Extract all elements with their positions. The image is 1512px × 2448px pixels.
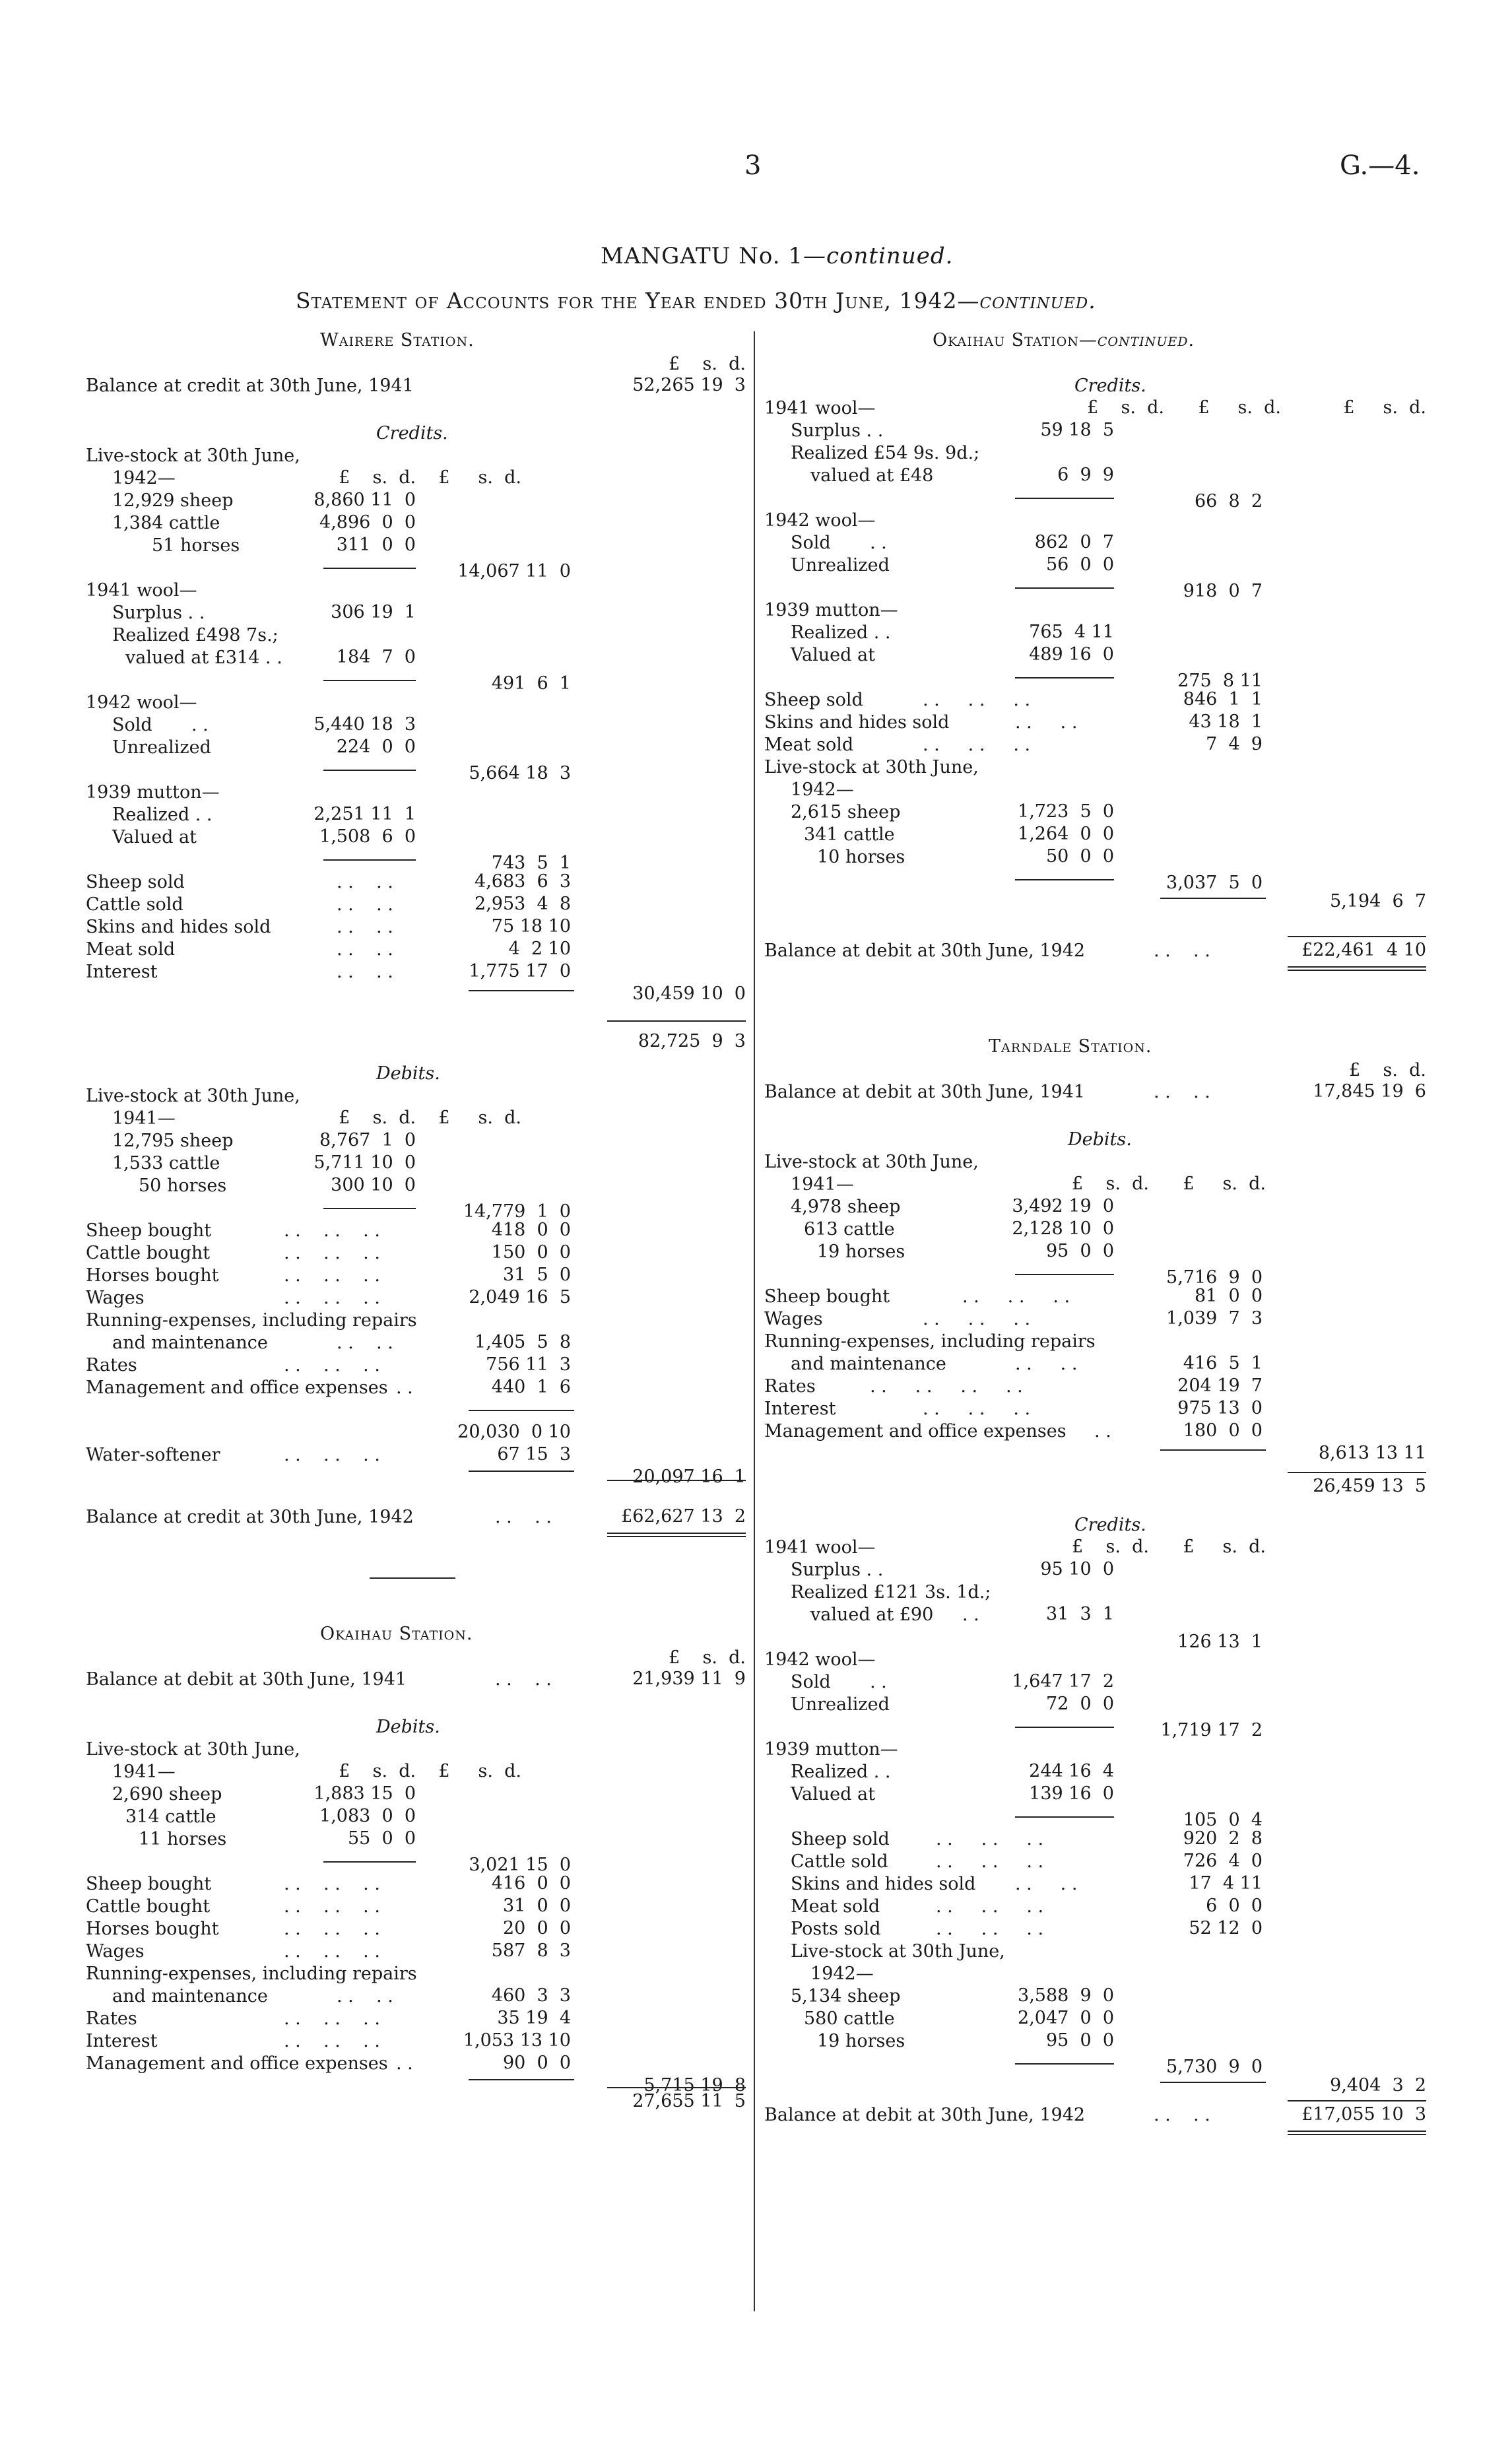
list-item: Skins and hides sold . . . . 75 18 10 bbox=[86, 916, 571, 937]
currency-head: £ s. d. bbox=[669, 1647, 746, 1668]
double-rule bbox=[607, 1533, 746, 1537]
rule bbox=[1288, 2100, 1426, 2101]
list-item: Realized . . 2,251 11 1 bbox=[112, 804, 416, 825]
list-item: 275 8 11 bbox=[764, 667, 1426, 689]
list-item: 10 horses 50 0 0 bbox=[817, 846, 1114, 867]
list-item: Wages . . . . . . 587 8 3 bbox=[86, 1940, 571, 1962]
list-item: 1942 wool— bbox=[764, 1649, 876, 1670]
credits-label: Credits. bbox=[376, 423, 448, 444]
list-item: 491 6 1 bbox=[86, 669, 746, 692]
page-code: G.—4. bbox=[1340, 150, 1420, 181]
list-item: Rates . . . . . . 35 19 4 bbox=[86, 2008, 571, 2029]
list-item: Wages . . . . . . 1,039 7 3 bbox=[764, 1308, 1263, 1329]
list-item: 66 8 2 bbox=[764, 487, 1426, 510]
list-item: Realized £498 7s.; bbox=[112, 625, 279, 645]
list-item: Surplus . . 306 19 1 bbox=[112, 602, 416, 623]
balance-amount: 21,939 11 9 bbox=[632, 1669, 746, 1689]
list-item: Management and office expenses . . 180 0 0 bbox=[764, 1420, 1263, 1441]
list-item: Skins and hides sold . . . . 17 4 11 bbox=[791, 1873, 1263, 1894]
credits-label: Credits. bbox=[1074, 1515, 1146, 1535]
list-item: Cattle sold . . . . . . 726 4 0 bbox=[791, 1851, 1263, 1872]
debits-total: 26,459 13 5 bbox=[1313, 1476, 1426, 1496]
list-item: Sheep sold . . . . . . 920 2 8 bbox=[791, 1828, 1263, 1849]
livestock-label: Live-stock at 30th June, bbox=[86, 1086, 300, 1106]
list-item: 1942 wool— bbox=[86, 692, 197, 713]
list-item: Water-softener . . . . . . 67 15 3 bbox=[86, 1444, 571, 1465]
double-rule bbox=[1288, 2131, 1426, 2135]
currency-head: £ s. d. £ s. d. bbox=[1071, 1537, 1266, 1557]
list-item: 1,719 17 2 bbox=[764, 1716, 1426, 1738]
wairere-station: Wairere Station. £ s. d. Balance at credit at 30th June, 1941 52,265 19 3 Credits. Live-stock at 30th June, 1942— £ s. d. £ s. d. 12,929 sheep 8,860 11 0 1,384 cattle 4,896 0 0 51 horses 311 0 0 14,067 11 0 1941 wool— Surplus . . 306 19 1 Realized £498 7s.; valued at £314 . . 184 7 0 491 6 1 1942 wool— Sold . . 5,440 18 3 Unrealized 224 0 0 5,664 18 3 1939 mutton— Realized . . 2,251 11 1 Valued at 1,508 6 0 743 5 1 Sheep sold . . . . 4,683 6 3 Cattle sold . . . . 2,953 4 8 Skins and hides sold . . . . 75 18 10 Meat sold . . . . 4 2 10 Interest . . . . 1,775 17 0 30,459 10 0 82,725 9 3 Debits. Live-stock at 30th June, 1941— £ s. d. £ s. d. 12,795 sheep 8,767 1 0 1,533 cattle 5,711 10 0 50 horses 300 10 0 14,779 1 0 Sheep bought . . . . . . 418 0 0 Cattle bought . . . . . . 150 0 0 Horses bought . . . . . . 31 5 0 Wages . . . . . . 2,049 16 5 Running-expenses, including repairs and maintenance . . . . 1,405 5 8 Rates . . . . . . 756 11 3 Management and office expenses . . 440 1 6 20,030 0 10 Water-softener . . . . . . 67 15 3 20,097 16 1 Balance at credit at 30th June, 1942 . . . . £62,627 13 2 bbox=[86, 330, 746, 1531]
balance-close-label: Balance at debit at 30th June, 1942 bbox=[764, 941, 1086, 961]
balance-label: Balance at debit at 30th June, 1941 bbox=[764, 1082, 1086, 1102]
list-item: and maintenance . . . . 460 3 3 bbox=[112, 1985, 571, 2006]
page-number: 3 bbox=[744, 150, 762, 181]
okaihau-cont-rows bbox=[764, 397, 1426, 913]
list-item: Running-expenses, including repairs bbox=[86, 1964, 417, 1984]
list-item: 1,533 cattle 5,711 10 0 bbox=[112, 1152, 416, 1174]
list-item: Rates . . . . . . 756 11 3 bbox=[86, 1354, 571, 1375]
year-label: 1942— bbox=[112, 468, 176, 488]
list-item: 1939 mutton— bbox=[764, 600, 898, 620]
list-item: 341 cattle 1,264 0 0 bbox=[804, 824, 1114, 845]
list-item: 11 horses 55 0 0 bbox=[139, 1828, 416, 1849]
year-label: 1941— bbox=[791, 1174, 854, 1195]
list-item: 5,730 9 0 bbox=[764, 2053, 1426, 2075]
currency-head: £ s. d. bbox=[1349, 1060, 1426, 1080]
list-item: Meat sold . . . . . . 6 0 0 bbox=[791, 1896, 1263, 1917]
list-item: 19 horses 95 0 0 bbox=[817, 1241, 1114, 1262]
rule bbox=[1288, 936, 1426, 937]
list-item: Interest . . . . . . 975 13 0 bbox=[764, 1398, 1263, 1419]
year-label: 1941— bbox=[112, 1762, 176, 1782]
list-item: Realized . . 765 4 11 bbox=[791, 622, 1114, 643]
list-item: Cattle sold . . . . 2,953 4 8 bbox=[86, 894, 571, 915]
okaihau-continued: Okaihau Station—continued. Credits. £ s. d. £ s. d. £ s. d. 1941 wool— Surplus . . 59 18 5 Realized £54 9s. 9d.; valued at £48 6 9 9 66 8 2 1942 wool— Sold . . 862 0 7 Unrealized 56 0 0 918 0 7 1939 mutton— Realized . . 765 4 11 Valued at 489 16 0 275 8 11 Sheep sold . . . . . . 846 1 1 Skins and hides sold . . . . 43 18 1 Meat sold . . . . . . 7 4 9 Live-stock at 30th June, 1942— 2,615 sheep 1,723 5 0 341 cattle 1,264 0 0 10 horses 50 0 0 3,037 5 0 5,194 6 7 Balance at debit at 30th June, 1942 . . . . £22,461 4 10 bbox=[764, 330, 1426, 964]
balance-close-amount: £17,055 10 3 bbox=[1301, 2104, 1426, 2125]
list-item: Realized . . 244 16 4 bbox=[791, 1761, 1114, 1782]
list-item: Sheep sold . . . . . . 846 1 1 bbox=[764, 689, 1263, 710]
list-item: 580 cattle 2,047 0 0 bbox=[804, 2008, 1114, 2029]
list-item: Skins and hides sold . . . . 43 18 1 bbox=[764, 711, 1263, 733]
double-rule bbox=[1288, 966, 1426, 971]
livestock-label: Live-stock at 30th June, bbox=[764, 1152, 979, 1172]
balance-label: Balance at debit at 30th June, 1941 bbox=[86, 1669, 407, 1690]
list-item: Valued at 489 16 0 bbox=[791, 644, 1114, 665]
list-item: Meat sold . . . . . . 7 4 9 bbox=[764, 734, 1263, 755]
list-item: 5,716 9 0 bbox=[764, 1263, 1426, 1286]
list-item: Sheep bought . . . . . . 418 0 0 bbox=[86, 1220, 571, 1241]
balance-amount: 17,845 19 6 bbox=[1313, 1081, 1426, 1102]
rule bbox=[1288, 1472, 1426, 1473]
list-item: 1941 wool— bbox=[764, 398, 876, 418]
list-item bbox=[86, 1399, 746, 1422]
list-item: Interest . . . . . . 1,053 13 10 bbox=[86, 2030, 571, 2051]
list-item: 19 horses 95 0 0 bbox=[817, 2030, 1114, 2051]
list-item: 1939 mutton— bbox=[86, 782, 220, 803]
list-item: valued at £48 6 9 9 bbox=[810, 465, 1114, 486]
debits-label: Debits. bbox=[1068, 1129, 1132, 1150]
list-item: 5,134 sheep 3,588 9 0 bbox=[791, 1985, 1114, 2006]
list-item: 314 cattle 1,083 0 0 bbox=[125, 1806, 416, 1827]
list-item: Cattle bought . . . . . . 31 0 0 bbox=[86, 1896, 571, 1917]
okaihau-total: 27,655 11 5 bbox=[632, 2091, 746, 2111]
balance-amount: 52,265 19 3 bbox=[632, 375, 746, 395]
list-item: valued at £90 . . 31 3 1 bbox=[810, 1604, 1114, 1625]
list-item: 5,715 19 8 bbox=[86, 2075, 746, 2098]
okaihau-station: Okaihau Station. £ s. d. Balance at debit at 30th June, 1941 . . . . 21,939 11 9 Debits. Live-stock at 30th June, 1941— £ s. d. £ s. d. 2,690 sheep 1,883 15 0 314 cattle 1,083 0 0 11 horses 55 0 0 3,021 15 0 Sheep bought . . . . . . 416 0 0 Cattle bought . . . . . . 31 0 0 Horses bought . . . . . . 20 0 0 Wages . . . . . . 587 8 3 Running-expenses, including repairs and maintenance . . . . 460 3 3 Rates . . . . . . 35 19 4 Interest . . . . . . 1,053 13 10 Management and office expenses . . 90 0 0 5,715 19 8 27,655 11 5 bbox=[86, 1624, 746, 2111]
currency-head: £ s. d. £ s. d. bbox=[339, 1108, 521, 1128]
list-item: Sheep sold . . . . 4,683 6 3 bbox=[86, 871, 571, 892]
list-item: 8,613 13 11 bbox=[764, 1443, 1426, 1465]
list-item: Management and office expenses . . 440 1 6 bbox=[86, 1377, 571, 1398]
list-item: Sheep bought . . . . . . 81 0 0 bbox=[764, 1286, 1263, 1307]
tarndale-station: Tarndale Station. £ s. d. Balance at debit at 30th June, 1941 . . . . 17,845 19 6 Debits. Live-stock at 30th June, 1941— £ s. d. £ s. d. 4,978 sheep 3,492 19 0 613 cattle 2,128 10 0 19 horses 95 0 0 5,716 9 0 Sheep bought . . . . . . 81 0 0 Wages . . . . . . 1,039 7 3 Running-expenses, including repairs and maintenance . . . . 416 5 1 Rates . . . . . . . . 204 19 7 Interest . . . . . . 975 13 0 Management and office expenses . . 180 0 0 8,613 13 11 26,459 13 5 Credits. £ s. d. £ s. d. 1941 wool— Surplus . . 95 10 0 Realized £121 3s. 1d.; valued at £90 . . 31 3 1 126 13 1 1942 wool— Sold . . 1,647 17 2 Unrealized 72 0 0 1,719 17 2 1939 mutton— Realized . . 244 16 4 Valued at 139 16 0 105 0 4 Sheep sold . . . . . . 920 2 8 Cattle sold . . . . . . 726 4 0 Skins and hides sold . . . . 17 4 11 Meat sold . . . . . . 6 0 0 Posts sold . . . . . . 52 12 0 Live-stock at 30th June, 1942— 5,134 sheep 3,588 9 0 580 cattle 2,047 0 0 19 horses 95 0 0 5,730 9 0 9,404 3 2 Balance at debit at 30th June, 1942 . . . . £17,055 10 3 bbox=[764, 1036, 1426, 2145]
list-item: 918 0 7 bbox=[764, 577, 1426, 599]
list-item: valued at £314 . . 184 7 0 bbox=[125, 647, 416, 668]
list-item: 126 13 1 bbox=[1177, 1632, 1263, 1652]
list-item: Interest . . . . 1,775 17 0 bbox=[86, 961, 571, 982]
list-item: Live-stock at 30th June, bbox=[791, 1941, 1005, 1962]
rule bbox=[607, 2087, 746, 2088]
wairere-debit-rows bbox=[86, 1130, 746, 1489]
list-item bbox=[86, 1006, 746, 1028]
list-item: 1942— bbox=[810, 1964, 874, 1984]
currency-head: £ s. d. £ s. d. bbox=[339, 467, 521, 488]
currency-head: £ s. d. £ s. d. bbox=[1071, 1174, 1266, 1194]
list-item: and maintenance . . . . 416 5 1 bbox=[791, 1353, 1263, 1374]
list-item: Posts sold . . . . . . 52 12 0 bbox=[791, 1918, 1263, 1939]
currency-head: £ s. d. £ s. d. bbox=[339, 1761, 521, 1781]
list-item: 51 horses 311 0 0 bbox=[152, 535, 416, 556]
debits-label: Debits. bbox=[376, 1063, 440, 1084]
list-item: 14,779 1 0 bbox=[86, 1197, 746, 1220]
balance-label: Balance at credit at 30th June, 1941 bbox=[86, 376, 414, 396]
column-divider bbox=[754, 331, 755, 2311]
list-item: Running-expenses, including repairs bbox=[764, 1331, 1096, 1352]
list-item: 4,978 sheep 3,492 19 0 bbox=[791, 1196, 1114, 1217]
list-item: and maintenance . . . . 1,405 5 8 bbox=[112, 1332, 571, 1353]
currency-head: £ s. d. £ s. d. £ s. d. bbox=[1086, 397, 1426, 418]
list-item: Sold . . 1,647 17 2 bbox=[791, 1671, 1114, 1692]
rule bbox=[607, 1480, 746, 1481]
list-item: Sold . . 862 0 7 bbox=[791, 532, 1114, 553]
list-item: Meat sold . . . . 4 2 10 bbox=[86, 939, 571, 960]
list-item: 5,664 18 3 bbox=[86, 759, 746, 781]
tarndale-credit-rows bbox=[764, 1537, 1426, 2098]
balance-close-amount: £22,461 4 10 bbox=[1301, 940, 1426, 960]
currency-head: £ s. d. bbox=[668, 354, 746, 374]
list-item: Live-stock at 30th June, bbox=[764, 757, 979, 777]
list-item: 743 5 1 bbox=[86, 849, 746, 871]
year-label: 1941— bbox=[112, 1108, 176, 1129]
list-item: 5,194 6 7 bbox=[764, 891, 1426, 913]
section-heading: Okaihau Station—continued. bbox=[933, 330, 1195, 350]
statement-subtitle: Statement of Accounts for the Year ended 30th June, 1942—continued. bbox=[296, 288, 1096, 314]
list-item: 613 cattle 2,128 10 0 bbox=[804, 1218, 1114, 1240]
list-item: 12,795 sheep 8,767 1 0 bbox=[112, 1130, 416, 1151]
section-separator bbox=[370, 1577, 455, 1579]
balance-close-amount: £62,627 13 2 bbox=[621, 1506, 746, 1527]
list-item: Horses bought . . . . . . 31 5 0 bbox=[86, 1265, 571, 1286]
section-heading: Wairere Station. bbox=[320, 330, 475, 350]
list-item: Valued at 139 16 0 bbox=[791, 1783, 1114, 1804]
list-item: 1941 wool— bbox=[764, 1537, 876, 1558]
list-item: 20,097 16 1 bbox=[86, 1467, 746, 1489]
list-item: 1942 wool— bbox=[764, 510, 876, 531]
list-item: 12,929 sheep 8,860 11 0 bbox=[112, 490, 416, 511]
list-item: Valued at 1,508 6 0 bbox=[112, 826, 416, 847]
list-item: Realized £54 9s. 9d.; bbox=[791, 443, 980, 463]
list-item: 1,384 cattle 4,896 0 0 bbox=[112, 512, 416, 533]
wairere-credit-rows bbox=[86, 490, 746, 1055]
credits-total: 82,725 9 3 bbox=[638, 1031, 746, 1051]
list-item: 2,615 sheep 1,723 5 0 bbox=[791, 801, 1114, 822]
list-item: 105 0 4 bbox=[764, 1806, 1426, 1828]
list-item: Realized £121 3s. 1d.; bbox=[791, 1582, 991, 1603]
okaihau-debit-rows bbox=[86, 1783, 746, 2098]
list-item: 2,690 sheep 1,883 15 0 bbox=[112, 1783, 416, 1804]
list-item: 30,459 10 0 bbox=[86, 983, 746, 1006]
list-item: 14,067 11 0 bbox=[86, 557, 746, 579]
list-item: Unrealized 72 0 0 bbox=[791, 1694, 1114, 1715]
list-item: 1942— bbox=[791, 779, 854, 800]
list-item: 50 horses 300 10 0 bbox=[139, 1175, 416, 1196]
debits-label: Debits. bbox=[376, 1717, 440, 1737]
section-heading: Tarndale Station. bbox=[989, 1036, 1152, 1057]
livestock-label: Live-stock at 30th June, bbox=[86, 1739, 300, 1760]
list-item: Sold . . 5,440 18 3 bbox=[112, 714, 416, 735]
list-item: Unrealized 56 0 0 bbox=[791, 554, 1114, 576]
list-item: Running-expenses, including repairs bbox=[86, 1310, 417, 1331]
list-item: Sheep bought . . . . . . 416 0 0 bbox=[86, 1873, 571, 1894]
section-heading: Okaihau Station. bbox=[320, 1624, 473, 1644]
livestock-label: Live-stock at 30th June, bbox=[86, 446, 300, 466]
balance-close-label: Balance at credit at 30th June, 1942 bbox=[86, 1507, 414, 1527]
credits-label: Credits. bbox=[1074, 376, 1146, 396]
list-item: 1939 mutton— bbox=[764, 1739, 898, 1760]
list-item: Cattle bought . . . . . . 150 0 0 bbox=[86, 1242, 571, 1263]
list-item: 3,037 5 0 bbox=[764, 869, 1426, 891]
list-item: 20,030 0 10 bbox=[457, 1422, 571, 1442]
list-item: Management and office expenses . . 90 0 0 bbox=[86, 2053, 571, 2074]
tarndale-debit-rows bbox=[764, 1196, 1426, 1465]
list-item: Surplus . . 95 10 0 bbox=[791, 1559, 1114, 1580]
balance-close-label: Balance at debit at 30th June, 1942 bbox=[764, 2105, 1086, 2125]
list-item: Unrealized 224 0 0 bbox=[112, 737, 416, 758]
list-item: Surplus . . 59 18 5 bbox=[791, 420, 1114, 441]
list-item: 9,404 3 2 bbox=[764, 2075, 1426, 2098]
list-item: Rates . . . . . . . . 204 19 7 bbox=[764, 1375, 1263, 1397]
document-title: MANGATU No. 1—continued. bbox=[601, 243, 954, 269]
list-item: Wages . . . . . . 2,049 16 5 bbox=[86, 1287, 571, 1308]
list-item: 3,021 15 0 bbox=[86, 1851, 746, 1873]
list-item: 1941 wool— bbox=[86, 580, 197, 601]
list-item: Horses bought . . . . . . 20 0 0 bbox=[86, 1918, 571, 1939]
